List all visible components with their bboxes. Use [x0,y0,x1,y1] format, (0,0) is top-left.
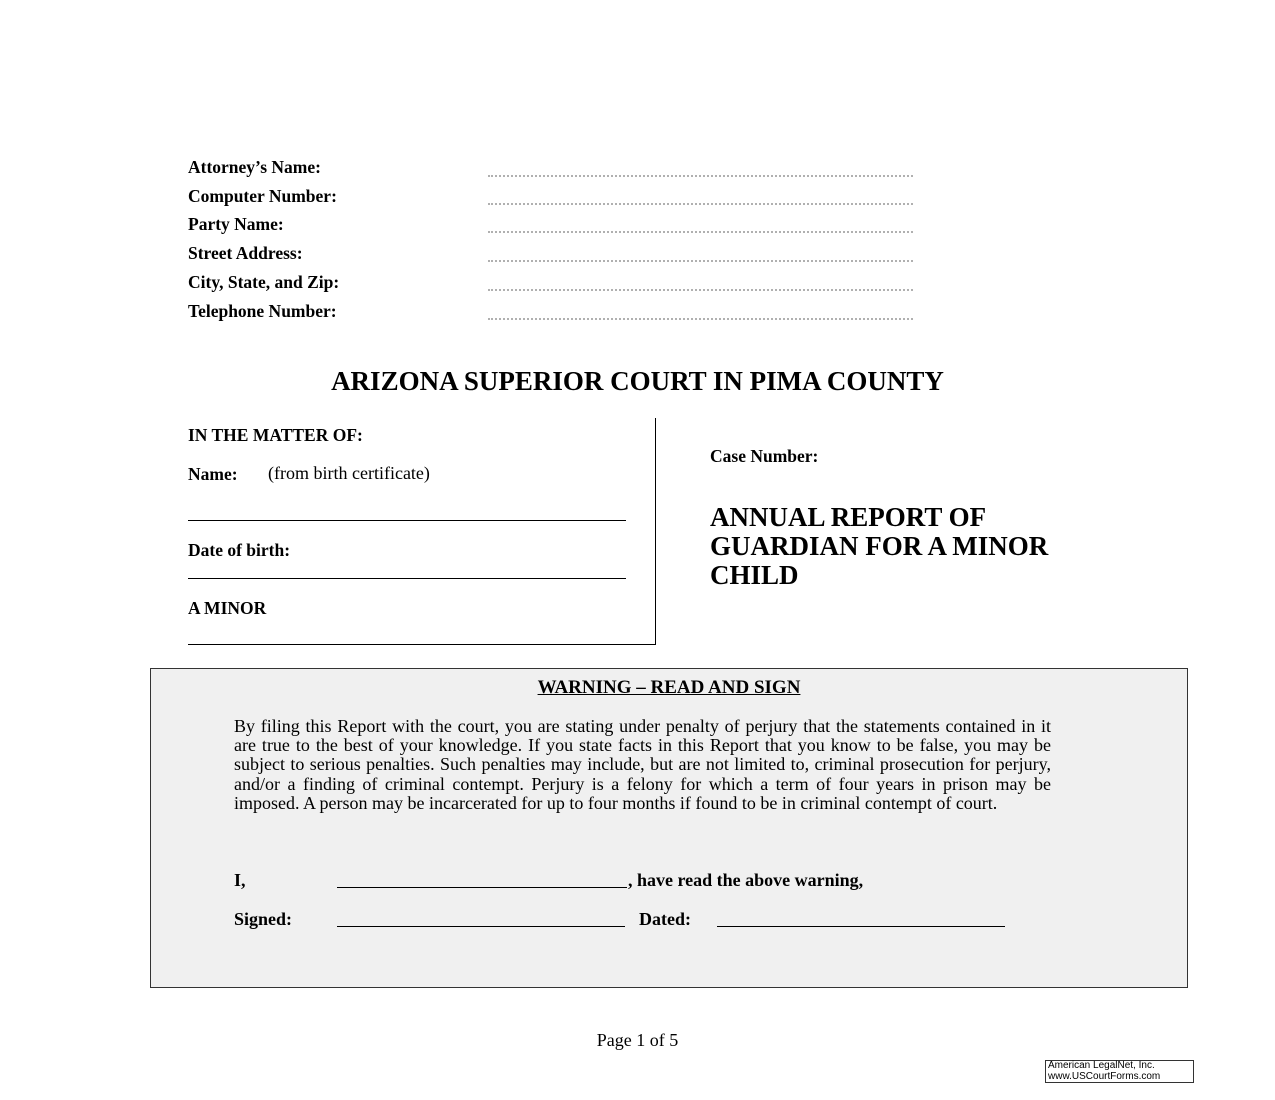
warning-heading: WARNING – READ AND SIGN [537,677,801,698]
case-number-label: Case Number: [710,446,819,466]
matter-heading: IN THE MATTER OF: [188,425,363,445]
dated-label: Dated: [639,909,691,929]
street-address-label: Street Address: [188,243,303,263]
name-line [188,520,626,521]
city-state-zip-line [488,289,913,291]
attorney-name-line [488,175,913,177]
dob-label: Date of birth: [188,540,291,560]
street-address-line [488,260,913,262]
name-signature-line[interactable] [337,887,627,888]
telephone-label: Telephone Number: [188,301,337,321]
footer-company: American LegalNet, Inc. [1048,1060,1155,1071]
report-title-line: ANNUAL REPORT OF [710,502,987,532]
warning-text: By filing this Report with the court, you are stating under penalty of perjury that the statements contained in it are true to the best of your knowledge. If you state facts in this Report that you know to be false, you may be subject to serious penalties. Such penalties may include, but are not limited to, criminal prosecution for perjury, and/or a finding of criminal contempt. Perjury is a felony for which a term of four years in prison may be imposed. A person may be incarcerated for up to four months if found to be in criminal contempt of court. [234,716,1051,813]
report-title-line: CHILD [710,560,799,590]
attorney-name-label: Attorney’s Name: [188,157,321,177]
read-warning-text: , have read the above warning, [628,870,864,890]
city-state-zip-label: City, State, and Zip: [188,272,340,292]
signed-label: Signed: [234,909,293,929]
dob-line [188,578,626,579]
caption-divider [655,418,656,645]
date-line[interactable] [717,926,1005,927]
footer-badge [1045,1060,1194,1083]
signature-line[interactable] [337,926,625,927]
telephone-line [488,318,913,320]
party-name-label: Party Name: [188,214,284,234]
computer-number-label: Computer Number: [188,186,337,206]
court-title: ARIZONA SUPERIOR COURT IN PIMA COUNTY [331,366,944,396]
computer-number-line [488,203,913,205]
warning-box [150,668,1188,988]
report-title [710,503,1048,590]
party-name-line [488,231,913,233]
minor-label: A MINOR [188,598,267,618]
page-number: Page 1 of 5 [596,1030,679,1050]
caption-bottom-line [188,644,656,645]
footer-url: www.USCourtForms.com [1048,1070,1161,1082]
i-label: I, [234,870,246,890]
name-label: Name: [188,464,238,484]
report-title-line: GUARDIAN FOR A MINOR [710,531,1049,561]
name-hint: (from birth certificate) [268,463,430,483]
